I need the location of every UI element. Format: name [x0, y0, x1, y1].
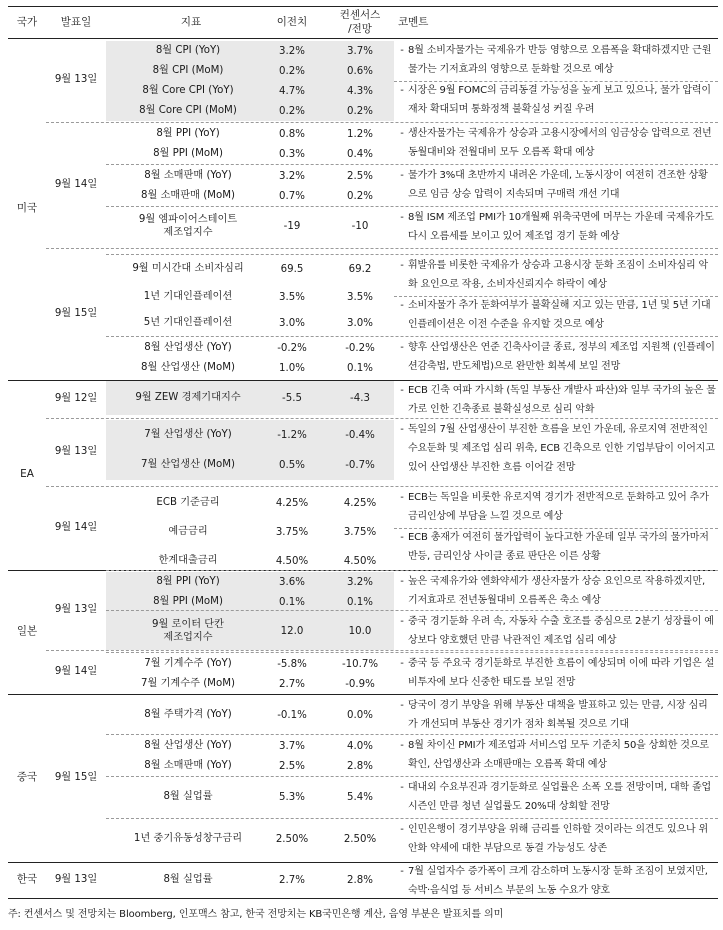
release-date: 9월 15일 [54, 772, 98, 784]
release-date: 9월 12일 [54, 393, 98, 405]
comment-body: 8월 ISM 제조업 PMI가 10개월째 위축국면에 머무는 가운데 국제유가도 다시 오름세를 보이고 있어 제조업 경기 둔화 예상 [408, 212, 714, 242]
consensus-value: 0.1% [347, 362, 373, 374]
country-label: 중국 [16, 771, 38, 784]
indicator-label: 8월 Core CPI (MoM) [139, 105, 237, 117]
comment-text [396, 488, 716, 528]
comment-body: 독일의 7월 산업생산이 부진한 흐름을 보인 가운데, 유로지역 전반적인 수요둔화 및 제조업 심리 위축, ECB 긴축으로 인한 기업부담이 이어지고 있어 산업생산 부진한 흐름 이어갈 전망 [408, 424, 715, 473]
comment-bullet: - [400, 45, 404, 56]
economic-calendar-table [8, 6, 718, 898]
comment-bullet: - [400, 532, 404, 543]
comment-body: 8월 차이신 PMI가 제조업과 서비스업 모두 기준치 50을 상회한 것으로 확인, 산업생산과 소매판매는 오름폭 확대 예상 [408, 740, 709, 770]
consensus-value: -0.9% [345, 678, 375, 690]
consensus-value: 5.4% [347, 791, 373, 803]
comment-text [396, 572, 716, 612]
comment-body: 생산자물가는 국제유가 상승과 고용시장에서의 임금상승 압력으로 전년동월대비와 전월대비 모두 오름폭 확대 예상 [408, 128, 712, 158]
comment-bullet: - [400, 866, 404, 877]
consensus-value: -4.3 [350, 392, 370, 404]
header-indicator: 지표 [106, 6, 276, 38]
previous-value: 12.0 [280, 625, 304, 637]
indicator-label: 8월 실업률 [163, 791, 213, 803]
consensus-value: 69.2 [348, 263, 372, 275]
consensus-value: 0.1% [347, 596, 373, 608]
comment-body: 시장은 9월 FOMC의 금리동결 가능성을 높게 보고 있으나, 물가 압력이 재차 확대되며 통화정책 불확실성 커질 우려 [408, 85, 711, 115]
indicator-label: 8월 소매판매 (YoY) [144, 170, 232, 182]
indicator-label: 7월 기계수주 (MoM) [141, 678, 235, 690]
comment-text [396, 528, 716, 568]
indicator-label: 1년 중기유동성창구금리 [133, 833, 243, 845]
consensus-value: 0.6% [347, 65, 373, 77]
comment-bullet: - [400, 658, 404, 669]
release-date: 9월 15일 [54, 308, 98, 320]
comment-bullet: - [400, 492, 404, 503]
consensus-value: 3.5% [347, 291, 373, 303]
previous-value: -0.1% [277, 709, 307, 721]
indicator-label: 8월 PPI (YoY) [156, 128, 220, 140]
consensus-value: 4.25% [343, 497, 377, 509]
previous-value: 4.50% [275, 555, 309, 567]
previous-value: 0.2% [279, 65, 305, 77]
row-separator [106, 610, 718, 611]
comment-bullet: - [400, 212, 404, 223]
footnote: 주: 컨센서스 및 전망치는 Bloomberg, 인포맥스 참고, 한국 전망치는 KB국민은행 계산, 음영 부분은 발표치를 의미 [8, 909, 504, 920]
table-rule [8, 6, 718, 7]
row-separator [106, 570, 718, 571]
comment-body: 중국 경기둔화 우려 속, 자동차 수출 호조를 중심으로 2분기 성장률이 예상보다 양호했던 만큼 낙관적인 제조업 심리 예상 [408, 616, 714, 646]
header-country: 국가 [8, 6, 46, 38]
indicator-label: 8월 CPI (YoY) [155, 45, 221, 57]
indicator-label: 8월 주택가격 (YoY) [144, 709, 232, 721]
row-separator [394, 81, 718, 82]
release-date: 9월 14일 [54, 179, 98, 191]
country-label: EA [20, 468, 34, 481]
row-separator [106, 652, 718, 653]
previous-value: 2.5% [279, 760, 305, 772]
comment-text [396, 381, 716, 419]
comment-text [396, 736, 716, 776]
indicator-label: 8월 소매판매 (YoY) [144, 760, 232, 772]
consensus-value: 2.50% [343, 833, 377, 845]
comment-text [396, 820, 716, 860]
indicator-label: 8월 CPI (MoM) [152, 65, 224, 77]
header-date: 발표일 [46, 6, 106, 38]
release-date: 9월 13일 [54, 874, 98, 886]
consensus-value: 0.0% [347, 709, 373, 721]
comment-text [396, 256, 716, 296]
comment-body: 인민은행이 경기부양을 위해 금리를 인하할 것이라는 의견도 있으나 위안화 약세에 대한 부담으로 동결 가능성도 상존 [408, 824, 709, 854]
comment-text [396, 420, 716, 482]
comment-text [396, 124, 716, 164]
comment-body: 높은 국제유가와 엔화약세가 생산자물가 상승 요인으로 작용하겠지만, 기저효과로 전년동월대비 오름폭은 축소 예상 [408, 576, 705, 606]
comment-bullet: - [400, 576, 404, 587]
comment-text [396, 296, 716, 336]
row-separator [106, 776, 718, 777]
previous-value: 0.3% [279, 148, 305, 160]
comment-body: 7월 실업자수 증가폭이 크게 감소하며 노동시장 둔화 조짐이 보였지만, 숙박·음식업 등 서비스 부문의 노동 수요가 양호 [408, 866, 708, 896]
country-label: 미국 [16, 202, 38, 215]
indicator-label: ECB 기준금리 [156, 497, 220, 509]
release-date: 9월 14일 [54, 522, 98, 534]
comment-bullet: - [400, 128, 404, 139]
row-separator [46, 248, 718, 249]
previous-value: 3.2% [279, 170, 305, 182]
comment-bullet: - [400, 782, 404, 793]
previous-value: 0.7% [279, 190, 305, 202]
indicator-label: 9월 엠파이어스테이트 제조업지수 [138, 213, 238, 238]
table-rule [8, 898, 718, 899]
indicator-label: 예금금리 [168, 526, 208, 538]
row-separator [46, 122, 718, 123]
comment-bullet: - [400, 824, 404, 835]
consensus-value: 0.2% [347, 190, 373, 202]
previous-value: 2.7% [279, 678, 305, 690]
consensus-value: 2.8% [347, 760, 373, 772]
row-separator [106, 336, 718, 337]
consensus-value: -0.2% [345, 342, 375, 354]
comment-bullet: - [400, 740, 404, 751]
indicator-label: 8월 산업생산 (MoM) [141, 362, 235, 374]
row-separator [394, 528, 718, 529]
previous-value: 4.7% [279, 85, 305, 97]
comment-bullet: - [400, 385, 404, 396]
comment-body: 소비자물가 추가 둔화여부가 불확실해 지고 있는 만큼, 1년 및 5년 기대인플레이션은 이전 수준을 유지할 것으로 예상 [408, 300, 711, 330]
previous-value: 2.50% [275, 833, 309, 845]
comment-body: 당국이 경기 부양을 위해 부동산 대책을 발표하고 있는 만큼, 시장 심리가 개선되며 부동산 경기가 점차 회복될 것으로 기대 [408, 700, 708, 730]
comment-body: ECB 긴축 여파 가시화 (독일 부동산 개발사 파산)와 일부 국가의 높은 물가로 인한 긴축종료 불확실성으로 심리 악화 [408, 385, 716, 415]
comment-bullet: - [400, 700, 404, 711]
row-separator [106, 734, 718, 735]
indicator-label: 8월 산업생산 (YoY) [144, 740, 232, 752]
previous-value: 0.5% [279, 459, 305, 471]
indicator-label: 1년 기대인플레이션 [143, 291, 233, 303]
previous-value: -1.2% [277, 429, 307, 441]
row-separator [46, 418, 718, 419]
consensus-value: 3.2% [347, 576, 373, 588]
consensus-value: -0.7% [345, 459, 375, 471]
consensus-value: -10 [351, 220, 369, 232]
previous-value: 1.0% [279, 362, 305, 374]
indicator-label: 9월 로이터 단칸 제조업지수 [151, 618, 224, 643]
header-consensus: 컨센서스 /전망 [326, 6, 394, 38]
table-rule [8, 862, 718, 863]
comment-body: ECB 총재가 여전히 물가압력이 높다고한 가운데 일부 국가의 물가마저 반등, 금리인상 사이클 종료 판단은 이른 상황 [408, 532, 709, 562]
comment-body: 8월 소비자물가는 국제유가 반등 영향으로 오름폭을 확대하겠지만 근원물가는 기저효과의 영향으로 둔화할 것으로 예상 [408, 45, 712, 75]
comment-text [396, 612, 716, 652]
table-rule [8, 694, 718, 695]
indicator-label: 7월 산업생산 (YoY) [144, 429, 232, 441]
comment-body: ECB는 독일을 비롯한 유로지역 경기가 전반적으로 둔화하고 있어 추가 금리인상에 부담을 느낄 것으로 예상 [408, 492, 709, 522]
indicator-label: 9월 미시간대 소비자심리 [132, 263, 244, 275]
previous-value: -5.8% [277, 658, 307, 670]
consensus-value: 0.2% [347, 105, 373, 117]
previous-value: 3.7% [279, 740, 305, 752]
previous-value: -0.2% [277, 342, 307, 354]
comment-bullet: - [400, 85, 404, 96]
previous-value: -19 [283, 220, 301, 232]
consensus-value: 0.4% [347, 148, 373, 160]
row-separator [106, 206, 718, 207]
comment-text [396, 654, 716, 694]
previous-value: 3.75% [275, 526, 309, 538]
previous-value: 0.1% [279, 596, 305, 608]
indicator-label: 8월 PPI (MoM) [153, 148, 223, 160]
previous-value: 3.2% [279, 45, 305, 57]
comment-text [396, 778, 716, 818]
comment-body: 휘발유를 비롯한 국제유가 상승과 고용시장 둔화 조짐이 소비자심리 악화 요인으로 작용, 소비자신뢰지수 하락이 예상 [408, 260, 709, 290]
consensus-value: 2.5% [347, 170, 373, 182]
row-separator [46, 650, 718, 651]
comment-text [396, 81, 716, 121]
comment-body: 물가가 3%대 초반까지 내려온 가운데, 노동시장이 여전히 견조한 상황으로 임금 상승 압력이 지속되며 구매력 개선 기대 [408, 170, 708, 200]
consensus-value: 3.75% [343, 526, 377, 538]
comment-body: 향후 산업생산은 연준 긴축사이클 종료, 정부의 제조업 지원책 (인플레이션감축법, 반도체법)으로 완만한 회복세 보일 전망 [408, 342, 715, 372]
consensus-value: 2.8% [347, 874, 373, 886]
comment-text [396, 338, 716, 378]
previous-value: 4.25% [275, 497, 309, 509]
consensus-value: -10.7% [341, 658, 379, 670]
table-rule [8, 380, 718, 381]
previous-value: 5.3% [279, 791, 305, 803]
country-label: 일본 [16, 625, 38, 638]
consensus-value: 3.0% [347, 317, 373, 329]
indicator-label: 5년 기대인플레이션 [143, 317, 233, 329]
indicator-label: 9월 ZEW 경제기대지수 [135, 392, 241, 404]
comment-bullet: - [400, 616, 404, 627]
comment-text [396, 696, 716, 736]
country-label: 한국 [16, 873, 38, 886]
indicator-label: 8월 Core CPI (YoY) [142, 85, 234, 97]
release-date: 9월 13일 [54, 604, 98, 616]
table-rule [8, 38, 718, 39]
header-comment: 코멘트 [394, 6, 454, 38]
indicator-label: 한계대출금리 [158, 555, 218, 567]
previous-value: 3.6% [279, 576, 305, 588]
row-separator [106, 164, 718, 165]
indicator-label: 8월 산업생산 (YoY) [144, 342, 232, 354]
comment-body: 대내외 수요부진과 경기둔화로 실업률은 소폭 오를 전망이며, 대학 졸업 시즌인 만큼 청년 실업률도 20%대 상회할 전망 [408, 782, 712, 812]
comment-bullet: - [400, 342, 404, 353]
indicator-label: 8월 PPI (MoM) [153, 596, 223, 608]
previous-value: 3.5% [279, 291, 305, 303]
comment-bullet: - [400, 300, 404, 311]
consensus-value: 3.7% [347, 45, 373, 57]
indicator-label: 8월 소매판매 (MoM) [141, 190, 235, 202]
comment-bullet: - [400, 260, 404, 271]
previous-value: 0.8% [279, 128, 305, 140]
row-separator [106, 818, 718, 819]
comment-text [396, 41, 716, 81]
release-date: 9월 13일 [54, 446, 98, 458]
row-separator [46, 486, 718, 487]
indicator-label: 7월 산업생산 (MoM) [141, 459, 235, 471]
comment-bullet: - [400, 170, 404, 181]
previous-value: 69.5 [280, 263, 304, 275]
previous-value: 0.2% [279, 105, 305, 117]
previous-value: -5.5 [282, 392, 302, 404]
row-separator [394, 296, 718, 297]
release-date: 9월 14일 [54, 666, 98, 678]
consensus-value: 1.2% [347, 128, 373, 140]
comment-text [396, 166, 716, 206]
indicator-label: 8월 PPI (YoY) [156, 576, 220, 588]
header-previous: 이전치 [258, 6, 326, 38]
row-separator [106, 254, 718, 255]
previous-value: 2.7% [279, 874, 305, 886]
release-date: 9월 13일 [54, 74, 98, 86]
consensus-value: 10.0 [348, 625, 372, 637]
consensus-value: -0.4% [345, 429, 375, 441]
indicator-label: 8월 실업률 [163, 874, 213, 886]
consensus-value: 4.3% [347, 85, 373, 97]
indicator-label: 7월 기계수주 (YoY) [144, 658, 232, 670]
consensus-value: 4.0% [347, 740, 373, 752]
consensus-value: 4.50% [343, 555, 377, 567]
comment-body: 중국 등 주요국 경기둔화로 부진한 흐름이 예상되며 이에 따라 기업은 설비투자에 보다 신중한 태도를 보일 전망 [408, 658, 715, 688]
comment-bullet: - [400, 424, 404, 435]
previous-value: 3.0% [279, 317, 305, 329]
comment-text [396, 862, 716, 902]
